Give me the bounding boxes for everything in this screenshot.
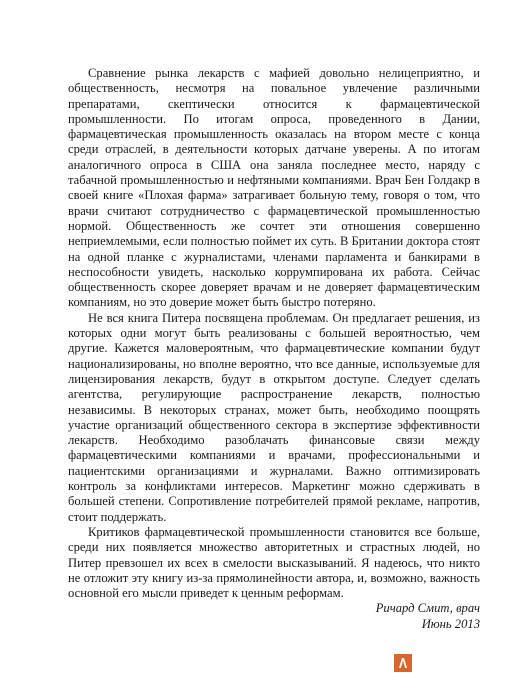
paragraph-3: Критиков фармацевтической промышленности становится все больше, среди них появляется множество авторитетных и страстных людей, но Питер превзошел их всех в смелости высказываний. Я надеюсь, что никто не отложит эту книгу из-за прямолинейности автора, и, возможно, важность основной его мысли приведет к ценным реформам. bbox=[68, 524, 480, 601]
signature-author: Ричард Смит, врач bbox=[375, 601, 480, 616]
paragraph-1: Сравнение рынка лекарств с мафией довольно нелицеприятно, и общественность, несмотря на повальное увлечение различными препаратами, скептически относится к фармацевтической промышленности. По итогам опроса, проведенного в Дании, фармацевтическая промышленность оказалась на втором месте с конца среди отраслей, в деятельности которых датчане уверены. А по итогам аналогичного опроса в США она заняла последнее место, наряду с табачной промышленностью и нефтяными компаниями. Врач Бен Голдакр в своей книге «Плохая фарма» затрагивает больную тему, говоря о том, что врачи считают сотрудничество с фармацевтической промышленностью нормой. Общественность же сочтет эти отношения совершенно неприемлемыми, если полностью поймет их суть. В Британии доктора стоят на одной планке с журналистами, членами парламента и банкирами в неспособности увидеть, насколько коррумпирована их работа. Сейчас общественность скорее доверяет врачам и не доверяет фармацевтическим компаниям, но это доверие может быть быстро потеряно. bbox=[68, 66, 481, 310]
litres-logo-icon bbox=[394, 654, 412, 672]
paragraph-2: Не вся книга Питера посвящена проблемам. Он предлагает решения, из которых одни могут быть реализованы с большей вероятностью, чем другие. Кажется маловероятным, что фармацевтические компании будут национализированы, но вполне вероятно, что все данные, используемые для лицензирования лекарств, будут в открытом доступе. Следует сделать агентства, регулирующие распространение лекарств, полностью независимы. В некоторых странах, может быть, необходимо поощрять участие организаций общественного сектора в экспертизе эффективности лекарств. Необходимо разоблачать финансовые связи между фармацевтическими компаниями и врачами, профессиональными и пациентскими организациями и журналами. Важно оптимизировать контроль за конфликтами интересов. Маркетинг можно сдерживать в большей степени. Сопротивление потребителей прямой рекламе, напротив, стоит поддержать. bbox=[68, 310, 480, 524]
signature-date: Июнь 2013 bbox=[421, 616, 480, 631]
preface-text bbox=[68, 66, 480, 632]
litres-letter-glyph bbox=[396, 656, 410, 670]
